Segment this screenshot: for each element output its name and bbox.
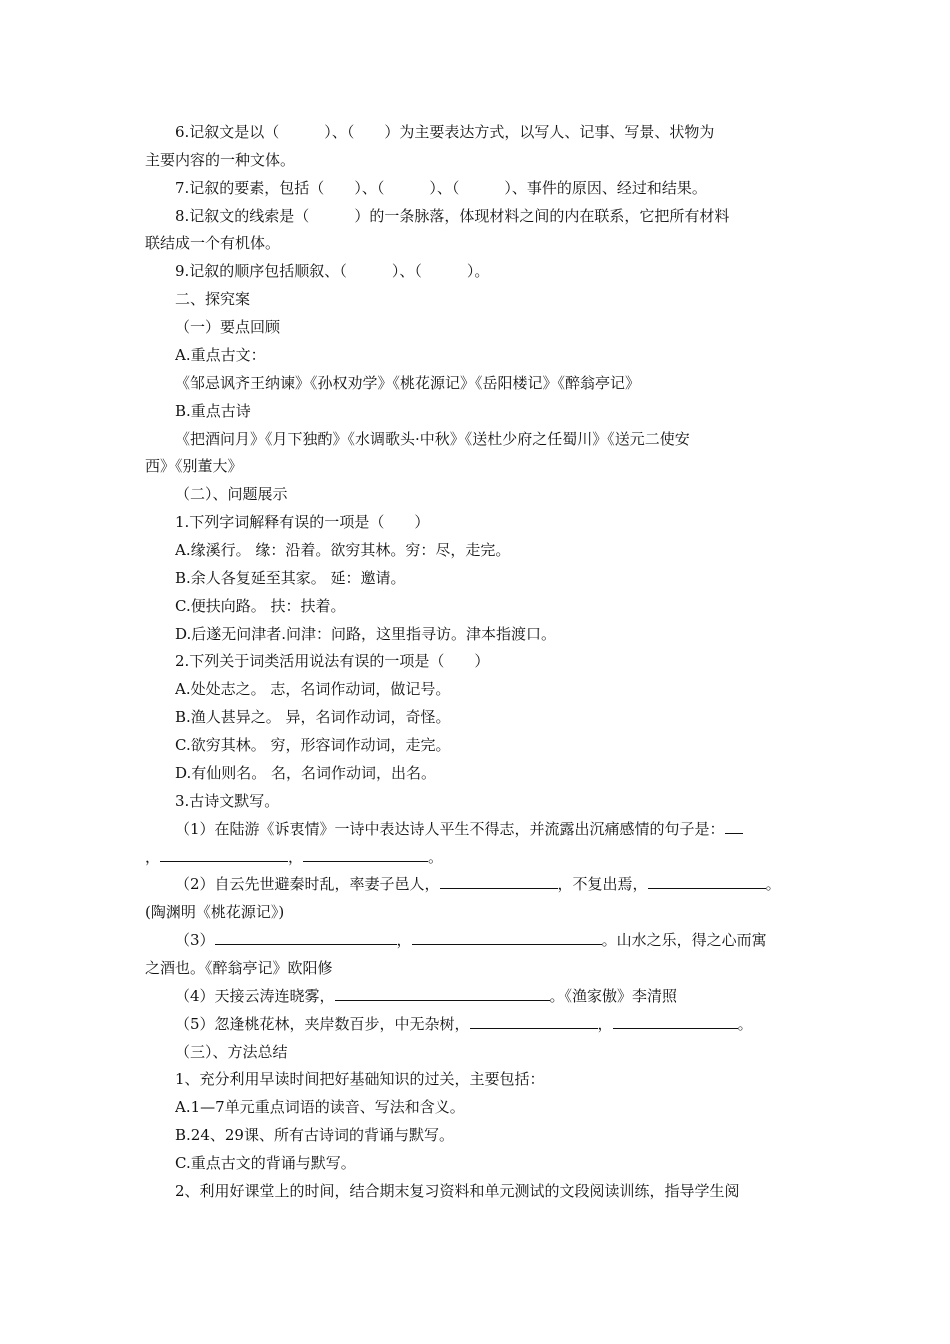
recite-1-cont: ， ， 。 xyxy=(145,845,815,869)
classical-prose-heading: A.重点古文： xyxy=(175,346,266,364)
problem-2-option-b: B.渔人甚异之。 异，名词作动词，奇怪。 xyxy=(175,708,451,726)
subsection-problems: （二）、问题展示 xyxy=(175,485,288,503)
answer-blank[interactable] xyxy=(613,1012,738,1029)
method-2: 2、利用好课堂上的时间，结合期末复习资料和单元测试的文段阅读训练，指导学生阅 xyxy=(175,1182,740,1200)
answer-blank[interactable] xyxy=(303,845,428,862)
problem-1-option-a: A.缘溪行。 缘：沿着。欲穷其林。穷：尽，走完。 xyxy=(175,541,511,559)
answer-blank[interactable] xyxy=(160,845,288,862)
recite-3: （3） ， 。山水之乐，得之心而寓 xyxy=(175,928,815,952)
section-heading-explore: 二、探究案 xyxy=(175,290,251,308)
classical-poem-heading: B.重点古诗 xyxy=(175,402,251,420)
problem-1-option-c: C.便扶向路。 扶：扶着。 xyxy=(175,597,346,615)
classical-poem-list: 《把酒问月》《月下独酌》《水调歌头·中秋》《送杜少府之任蜀川》《送元二使安 xyxy=(175,430,690,448)
recite-2-source: (陶渊明《桃花源记》) xyxy=(145,903,285,921)
recite-4: （4）天接云涛连晓雾， 。《渔家傲》李清照 xyxy=(175,984,815,1008)
recite-1: （1）在陆游《诉衷情》一诗中表达诗人平生不得志，并流露出沉痛感情的句子是： xyxy=(175,817,815,841)
question-7: 7.记叙的要素，包括（ ）、（ ）、（ ）、事件的原因、经过和结果。 xyxy=(175,179,707,197)
recite-2: （2）自云先世避秦时乱，率妻子邑人， ，不复出焉， 。 xyxy=(175,872,815,896)
answer-blank[interactable] xyxy=(725,817,743,834)
problem-2-option-c: C.欲穷其林。 穷，形容词作动词，走完。 xyxy=(175,736,451,754)
question-6: 6.记叙文是以（ ）、（ ）为主要表达方式，以写人、记事、写景、状物为 xyxy=(175,123,715,141)
recite-5: （5）忽逢桃花林，夹岸数百步，中无杂树， ， 。 xyxy=(175,1012,815,1036)
problem-1: 1.下列字词解释有误的一项是（ ） xyxy=(175,513,430,531)
answer-blank[interactable] xyxy=(412,928,602,945)
answer-blank[interactable] xyxy=(470,1012,598,1029)
method-1-b: B.24、29课、所有古诗词的背诵与默写。 xyxy=(175,1126,454,1144)
method-1-a: A.1—7单元重点词语的读音、写法和含义。 xyxy=(175,1098,465,1116)
question-8: 8.记叙文的线索是（ ）的一条脉落，体现材料之间的内在联系，它把所有材料 xyxy=(175,207,730,225)
answer-blank[interactable] xyxy=(648,872,766,889)
recite-3-source: 之酒也。《醉翁亭记》欧阳修 xyxy=(145,959,333,977)
classical-poem-list-cont: 西》《别董大》 xyxy=(145,457,243,475)
answer-blank[interactable] xyxy=(440,872,558,889)
classical-prose-list: 《邹忌讽齐王纳谏》《孙权劝学》《桃花源记》《岳阳楼记》《醉翁亭记》 xyxy=(175,374,641,392)
problem-2-option-d: D.有仙则名。 名，名词作动词，出名。 xyxy=(175,764,437,782)
problem-1-option-d: D.后遂无问津者.问津：问路，这里指寻访。津本指渡口。 xyxy=(175,625,557,643)
answer-blank[interactable] xyxy=(215,928,397,945)
problem-2: 2.下列关于词类活用说法有误的一项是（ ） xyxy=(175,652,490,670)
subsection-review: （一）要点回顾 xyxy=(175,318,281,336)
answer-blank[interactable] xyxy=(335,984,550,1001)
problem-2-option-a: A.处处志之。 志，名词作动词，做记号。 xyxy=(175,680,451,698)
question-9: 9.记叙的顺序包括顺叙、（ ）、（ ）。 xyxy=(175,262,490,280)
method-1-c: C.重点古文的背诵与默写。 xyxy=(175,1154,356,1172)
subsection-methods: （三）、方法总结 xyxy=(175,1043,288,1061)
question-8-cont: 联结成一个有机体。 xyxy=(145,234,281,252)
problem-1-option-b: B.余人各复延至其家。 延：邀请。 xyxy=(175,569,406,587)
problem-3: 3.古诗文默写。 xyxy=(175,792,280,810)
question-6-cont: 主要内容的一种文体。 xyxy=(145,151,296,169)
method-1: 1、充分利用早读时间把好基础知识的过关，主要包括： xyxy=(175,1070,545,1088)
